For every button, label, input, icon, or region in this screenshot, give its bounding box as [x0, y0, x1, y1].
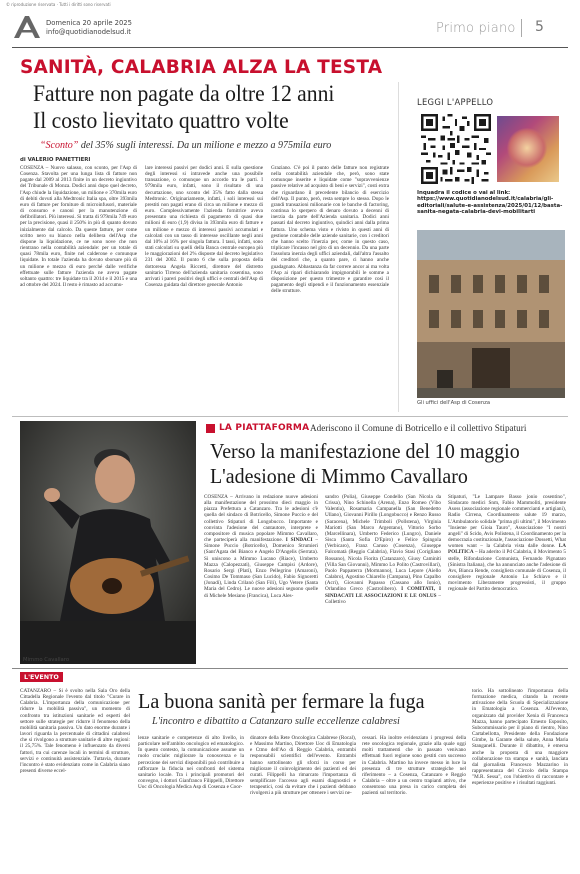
- article-subtitle: [40, 140, 331, 151]
- comitati-heading: I COMITATI, I SINDACATI LE ASSOCIAZIONI E LE ONLUS: [325, 586, 441, 599]
- article-2-col2-text-b: – Collettivo: [325, 592, 441, 605]
- sidebar-title: LEGGI L'APPELLO: [417, 97, 494, 107]
- article-title-line-1: Fatture non pagate da oltre 12 anni: [33, 81, 335, 106]
- asp-building-photo: [417, 230, 565, 398]
- sidebar: [398, 82, 569, 412]
- article-2-col1-text-b: – Simone Puccio (Botricello), Domenico Strumieri (Sant'Agata del Bianco e Angelo D'Angelis (Serrata). Si uniscono a Mimmo Lucano (Riace), Umberto Mazza (Calopezzati), Giuseppe Campisi (Ardore), Rosario Sergi (Platì), Enzo Pellegrino (Amaroni), Cosimo De Tommaso (San Lucido), Fabio Signoretti (Jonadi), Linda Crilanò (San Fili), Ugo Vetere (Santa Maria del Cedro). Le nuove adesioni seguono quelle di Michele Mesiano (Francica), Luca Ales-: [204, 537, 318, 599]
- byline: di VALERIO PANETTIERI: [20, 157, 91, 163]
- article-2-col1-text: COSENZA – Arrivano in redazione nuove adesioni alla manifestazione del prossimo dieci maggio in piazza Prefettura a Catanzaro. Tra le adesioni c'è quella del sindaco di Botricello, Simone Puccio e del collettivo Stipaturi di Longobucco. Importante e convinta l'adesione del cantautore, interprete e compositore di musica popolare Mimmo Cavallaro, che parteciperà alla manifestazione.: [204, 494, 318, 544]
- campaign-image: [497, 116, 559, 182]
- article-3-subtitle: L'incontro e dibattito a Catanzaro sulle eccellenze calabresi: [152, 716, 400, 727]
- sindaci-heading: I SINDACI: [285, 537, 313, 544]
- article-3-column-5: torio. Ha sottolineato l'importanza della formazione medica, citando la recente attivazione della Scuola di Specializzazione in Ematologia a Cosenza. All'evento, organizzato dal provider Xenia di Francesca Mazza, hanno partecipato Ernesto Esposito, Subcommissario per il piano di rientro, Nino Cartabellotta, Presidente della Fondazione Gimbe, la Garante della salute, Anna Maria Stanganelli. Durante il dibattito, è emersa anche la proposta di una maggiore collaborazione tra stampa e sanità, lanciata dal giornalista Francesco Mazzarino in rappresentanza del Circolo della Stampa "M.R. Sessa", con l'obiettivo di raccontare e esperienze positive e i risultati raggiunti.: [472, 688, 568, 787]
- newspaper-logo: [12, 13, 42, 41]
- cavallaro-photo-caption: Mimmo Cavallaro: [23, 657, 70, 663]
- issue-date: Domenica 20 aprile 2025: [46, 19, 132, 27]
- page-number: 5: [535, 19, 544, 35]
- article-2-column-2: [325, 494, 441, 664]
- qr-code-icon[interactable]: [421, 114, 491, 184]
- article-2-column-3: [448, 494, 566, 664]
- section-rule-2: [12, 668, 568, 669]
- mimmo-cavallaro-photo: [20, 421, 196, 664]
- article-3-title: La buona sanità per fermare la fuga: [138, 689, 425, 713]
- label-square-icon: [206, 424, 215, 433]
- section-kicker: SANITÀ, CALABRIA ALZA LA TESTA: [20, 57, 383, 78]
- sidebar-caption[interactable]: Inquadra il codice o vai al link: https://www.quotidianodelsud.it/calabria/gli-editoriali/salute-e-assistenza/2025/01/12/basta-sanita-negata-calabria-devi-mobilitarti: [417, 190, 563, 216]
- article-2-col2-text: sandro (Polia), Giuseppe Condello (San Nicola da Crissa), Nino Schinella (Arena), Enzo Romeo (Vibo Valentia), Rosamaria Campanella (San Benedetto Ullano), Giovanni Pirillo (Longobucco) e Renzo Russo (Saracena), Michele Trimboli (Pollstena), Virginia Mariotti (San Marco Argentano), Vittorio Sorbo (Marcellinara), Umberto Federico (Lungro), Daniele Sisca (Santa Sofia D'Epiro) e Felice Spingola (Verbicaro), Franz Caruso (Cosenza), Giuseppe Falcomatà (Reggio Calabria), Flavio Stasi (Corigliano Rossano), Nicola Fiorita (Catanzaro), Giusy Caminiti (Villa San Giovanni), Mimmo Lo Polito (Castrovillari), Paolo Pappaterra (Mormanno), Luca Lepore (Aiello Calabro), Agostino Chiarello (Campana), Pino Capalbo (Acri), Giovanni Papasso (Cassano allo Ionio), Orlandino Greco (Castrolibero).: [325, 494, 441, 593]
- article-2-col3-text-b: – Ha aderito il Pd Calabria, il Movimento 5 stelle, Rifondazione Comunista, Fernando Pignataro (Sinistra Italiana), che ha annunciato anche l'adesione di Avs, Bianca Rende, consigliera comunale di Cosenza, il consigliere regionale Antonio Lo Schiavo e il movimento Liberamente progressisti, il gruppo regionale del Partito democratico.: [448, 549, 566, 593]
- article-2-label: LA PIATTAFORMA: [219, 423, 310, 433]
- subtitle-text: del 35% sugli interessi. Da un milione e mezzo a 975mila euro: [78, 140, 332, 151]
- event-label-badge: L'EVENTO: [20, 672, 63, 682]
- article-3-column-2: lenze sanitarie e competenze di alto livello, in particolare nell'ambito oncologico ed ematologico. In questo contesto, la comunicazione assume un ruolo cruciale: migliorare la conoscenza e la percezione dei servizi disponibili può contribuire a rafforzare la fiducia nei confronti del sistema sanitario locale. Tra i principali promotori del convegno, i dottori Gianfranco Filippelli, Direttore Uoc di Oncologia Medica Asp di Cosenza e Coor-: [138, 735, 244, 791]
- article-3-column-3: dinatore della Rete Oncologica Calabrese (Rocal), e Massimo Martino, Direttore Uoc di Ematologia e Ctmo dell'Ao di Reggio Calabria, entrambi responsabili scientifici dell'evento. Entrambi hanno sottolineato gli sforzi in corso per migliorare il coinvolgimento dei pazienti ed dei curati. Filippelli ha rimarcato l'importanza di semplificare l'accesso agli esami diagnostici e terapeutici, così da evitare che i pazienti debbano rivolgersi a più strutture per ottenere i servizi ne-: [250, 735, 356, 797]
- building-photo-caption: Gli uffici dell'Asp di Cosenza: [417, 400, 491, 406]
- subtitle-emphasis: “Sconto”: [40, 140, 79, 151]
- masthead-divider: [521, 19, 522, 37]
- article-1-column-2: lare interessi passivi per dodici anni. E sulla questione degli interessi si intravede anche una possibile transazione, o comunque un accordo tra le parti. I 979mila euro, infatti, sono il risultato di una decurtazione, uno sconto del 35% fatto dalla stessa Medtronic. Originariamente, infatti, i soli interessi sui prestiti non pagati erano di circa un milione e mezzo di euro. Complessivamente l'azienda fornitrice aveva presentato una richiesta di pagamento di quasi due milioni di euro (1,9) divisa in 393mila euro di fatture e un milione e mezzo di interessi passivi accumulati e calcolati con un tasso di interesse oscillante negli anni dal 10% al 16% per singola fattura. I tassi, infatti, sono stati calcolati su quelli della Banca centrale europea più le maggiorazioni del 2% disposte dal decreto legislativo 231 del 2002. Il punto 6 che sulla proposta della dottoressa Angela Riccetti, direttore del distretto sanitario Tirreno dell'azienda sanitaria cosentina, sono arrivati i pareri positivi degli uffici e centrali dell'Asp di Cosenza guidata dal direttore generale Antonio: [145, 165, 263, 288]
- section-rule-1: [12, 416, 568, 417]
- contact-email[interactable]: info@quotidianodelsud.it: [46, 28, 131, 36]
- masthead-rule: [12, 47, 568, 48]
- article-2-col3-text: Stipaturi, "Le Lampare Basso jonio cosentino", Sindacato medici Snm, Fabio Mammoliti, presidente Asoss (associazione regionale commercianti e artigiani), Radio Cirrena, Coordinamento salute 19 marzo, L'Ambulatorio solidale "prima gli ultimi", il Movimento "Insieme per Gioia Tauro", Associazione "I nostri angeli" di Scido, Avis Polistena, il Coordinamento per la democrazia costituzionale, l'associazione Dossetti, What women want – la Calabria vista dalle donne.: [448, 494, 566, 550]
- section-title: Primo piano: [436, 21, 516, 36]
- article-1-column-1: COSENZA – Nuovo salasso, con sconto, per l'Asp di Cosenza. Stavolta per una lunga lista di fatture non pagate dal 2009 al 2013 finite in un decreto ingiuntivo del Tribunale di Monza. Dodici anni dopo quel decreto, l'Asp chiude la liquidazione, un milione e 370mila euro di debiti dovuti alla Medtronic Italia spa, oltre 393mila euro di fatture per forniture di microinfusori, materiale di consumo e canoni per la manutenzione di defibrillatori. Più interessi. Si tratta di 979mila 749 euro per la precisione, quasi il 250% in più di quanto dovuto inizialmente dal calcolo. Da queste fatture, per come scritto nero su bianco nella delibera dell'Asp che dispone la liquidazione, ce ne sono nove che non rientrano nella contabilità aziendale: per un totale di quasi 78mila euro, finite nel calderone e comunque liquidate. In totale l'azienda ha dovuto sborsare più di un milione e mezzo di euro perché dalle verifiche effettuate sulle fatture l'azienda ne aveva pagate soltanto quattro: tre liquidate tra il 2014 e il 2015 e una ad ottobre del 2024. Il resto è rimasto ad accumu-: [20, 165, 137, 288]
- article-title-line-2: Il costo lievitato quattro volte: [33, 108, 289, 133]
- copyright-notice: © riproduzione riservata · Tutti i diritti sono riservati: [6, 2, 111, 7]
- politica-heading: LA POLITICA: [448, 543, 566, 556]
- article-3-column-1: CATANZARO – Si è svolto nella Sala Oro della Cittadella Regionale l'evento dal titolo "Curare in Calabria. L'importanza della comunicazione per ridurre la mobilità passiva", un momento di confronto tra istituzioni sanitarie ed esperti del settore sulle strategie per ridurre il fenomeno della mobilità sanitaria passiva. Un dato enorme durante i lavori riguarda la percentuale di cittadini calabresi che si rivolgono a strutture sanitarie di altre regioni: il 25,75%. Tale fenomeno è influenzato da diversi fattori, tra cui carenze locali in termini di strutture, servizi e continuità assistenziale. Tuttavia, durante l'incontro è stato evidenziato come in Calabria siano presenti diverse eccel-: [20, 688, 130, 775]
- article-2-title-line-1: Verso la manifestazione del 10 maggio: [210, 439, 520, 463]
- article-2-label-text: Aderiscono il Comune di Botricello e il collettivo Stipaturi: [310, 423, 527, 433]
- article-3-column-4: cessari. Ha inoltre evidenziato i progressi della rete oncologica regionale, grazie alla quale oggi molti trattamenti che in passato venivano effettuati fuori regione sono gestiti con successo in Calabria. Martino ha invece messo in luce la presenza di tre strutture strategiche nel riferimento – a Cosenza, Catanzaro e Reggio Calabria – oltre a un centro trapianti attivo, che consentono una presa in carico completa dei pazienti sul territorio.: [362, 735, 466, 797]
- article-2-title-line-2: L'adesione di Mimmo Cavallaro: [210, 464, 468, 488]
- article-1-column-3: Graziano. C'è poi il punto delle fatture non registrate nella contabilità aziendale che, però, sono state comunque inserite e liquidate come "sopravvenienze passive relative ad acquisto di beni e servizi", costi extra che riguardano il precedente bilancio di esercizio dell'Asp. Il punto, però, resta sempre lo stesso. Dopo le grandi transazioni milionarie con le banche di factoring, continua lo sperpero di denaro dovuto a decenni di inerzia da parte dell'Azienda sanitaria. Dodici anni passati dal decreto ingiuntivo, quindici anni dalla prima fattura. Uno schema visto e rivisto in questi anni di gestione contabile delle aziende sanitarie, con i creditori che hanno scelto l'inerzia per, come in questo caso, triplicare l'incasso nel giro di un decennio. Da una parte l'assoluta inerzia degli uffici aziendali, dall'altra l'assalto dei creditori che, a quanto pare, ci hanno anche guadagnato. Abbastanza da far correre ancor ai ma volta l'Asp ai ripari dichiarando impignorabili le somme a disposizione per questo trimestre e garantire così il pagamento degli stipendi e il funzionamento essenziale delle strutture.: [271, 165, 389, 295]
- article-2-column-1: [204, 494, 318, 664]
